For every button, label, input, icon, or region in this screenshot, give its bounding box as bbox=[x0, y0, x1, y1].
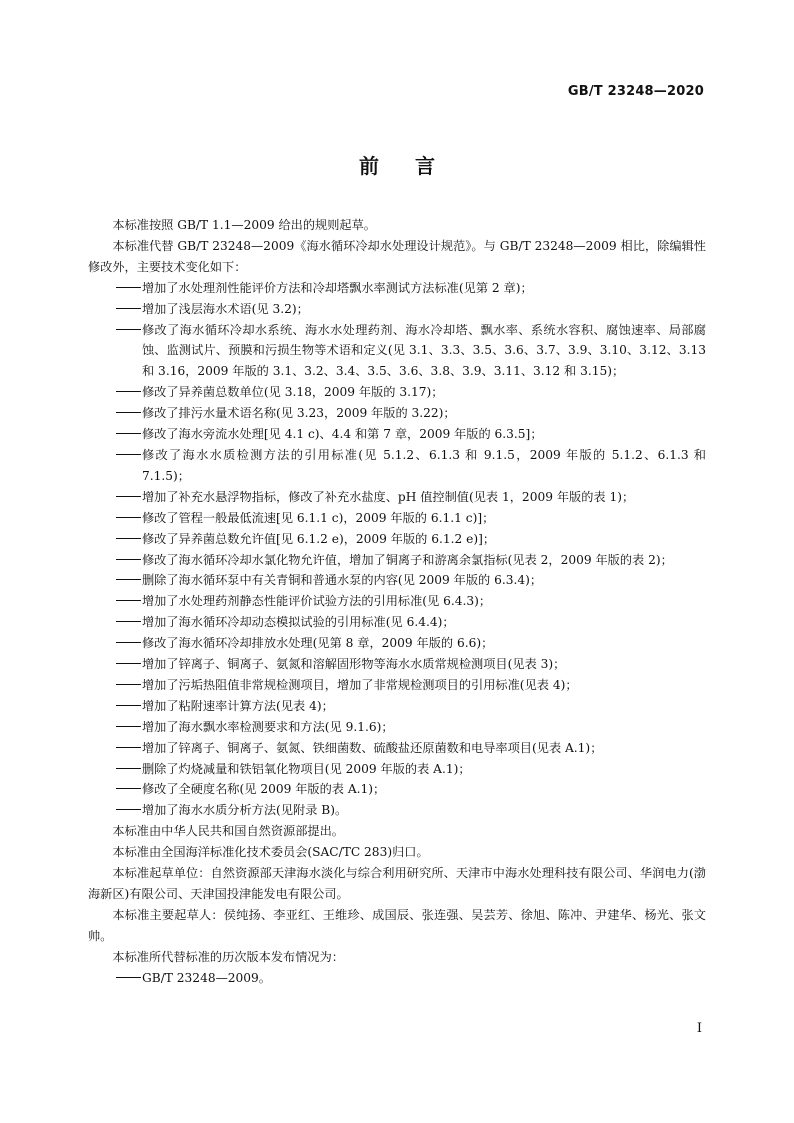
dash-bullet bbox=[88, 278, 142, 299]
list-item-text: 增加了海水飘水率检测要求和方法(见 9.1.6)； bbox=[142, 719, 394, 734]
list-item-text: 修改了海水循环冷却排放水处理(见第 8 章，2009 年版的 6.6)； bbox=[142, 636, 494, 651]
dash-bullet bbox=[88, 717, 142, 738]
list-item bbox=[88, 299, 706, 320]
list-item bbox=[88, 717, 706, 738]
dash-bullet bbox=[88, 570, 142, 591]
list-item-text: 删除了海水循环泵中有关青铜和普通水泵的内容(见 2009 年版的 6.3.4)； bbox=[142, 573, 543, 588]
list-item bbox=[88, 779, 706, 800]
dash-bullet bbox=[88, 487, 142, 508]
dash-bullet bbox=[88, 696, 142, 717]
list-item-text: 增加了海水循环冷却动态模拟试验的引用标准(见 6.4.4)； bbox=[142, 615, 455, 630]
list-item-text: 增加了海水水质分析方法(见附录 B)。 bbox=[142, 803, 348, 818]
paragraph: 本标准代替 GB/T 23248—2009《海水循环冷却水处理设计规范》。与 GB/T 23248—2009 相比，除编辑性修改外，主要技术变化如下： bbox=[88, 238, 706, 274]
page-title: 前言 bbox=[359, 154, 471, 178]
list-item-text: GB/T 23248—2009。 bbox=[142, 970, 271, 985]
list-item bbox=[88, 612, 706, 633]
list-item-text: 修改了海水水质检测方法的引用标准(见 5.1.2、6.1.3 和 9.1.5，2009 年版的 5.1.2、6.1.3 和 7.1.5)； bbox=[142, 447, 706, 483]
dash-bullet bbox=[88, 633, 142, 654]
list-item bbox=[88, 696, 706, 717]
dash-bullet bbox=[88, 445, 142, 487]
dash-bullet bbox=[88, 529, 142, 550]
standard-code: GB/T 23248—2020 bbox=[567, 84, 704, 99]
list-item bbox=[88, 968, 706, 989]
list-item bbox=[88, 424, 706, 445]
list-item-text: 增加了污垢热阻值非常规检测项目，增加了非常规检测项目的引用标准(见表 4)； bbox=[142, 677, 578, 692]
list-item-text: 修改了海水旁流水处理[见 4.1 c)、4.4 和第 7 章，2009 年版的 6.3.5]； bbox=[142, 427, 543, 442]
list-item-text: 修改了排污水量术语名称(见 3.23，2009 年版的 3.22)； bbox=[142, 406, 456, 421]
foreword-body bbox=[88, 215, 706, 989]
list-item bbox=[88, 633, 706, 654]
dash-bullet bbox=[88, 424, 142, 445]
list-item-text: 增加了锌离子、铜离子、氨氮、铁细菌数、硫酸盐还原菌数和电导率项目(见表 A.1)； bbox=[142, 740, 603, 755]
dash-bullet bbox=[88, 800, 142, 821]
list-item bbox=[88, 550, 706, 571]
list-item bbox=[88, 591, 706, 612]
paragraph: 本标准起草单位：自然资源部天津海水淡化与综合利用研究所、天津市中海水处理科技有限公司、华润电力(渤海新区)有限公司、天津国投津能发电有限公司。 bbox=[88, 866, 706, 901]
dash-bullet bbox=[88, 968, 142, 989]
list-item bbox=[88, 445, 706, 487]
paragraph: 本标准由中华人民共和国自然资源部提出。 bbox=[112, 824, 344, 839]
list-item-text: 修改了管程一般最低流速[见 6.1.1 c)，2009 年版的 6.1.1 c)]； bbox=[142, 510, 495, 525]
list-item-text: 增加了补充水悬浮物指标，修改了补充水盐度、pH 值控制值(见表 1，2009 年版的表 1)； bbox=[142, 489, 635, 504]
list-item-text: 增加了粘附速率计算方法(见表 4)； bbox=[142, 698, 334, 713]
list-item-text: 修改了异养菌总数允许值[见 6.1.2 e)，2009 年版的 6.1.2 e)]； bbox=[142, 531, 496, 546]
list-item bbox=[88, 278, 706, 299]
list-item bbox=[88, 654, 706, 675]
list-item-text: 修改了海水循环冷却水系统、海水水处理药剂、海水冷却塔、飘水率、系统水容积、腐蚀速率、局部腐蚀、监测试片、预膜和污损生物等术语和定义(见 3.1、3.3、3.5、3.6、3.7、3.9、3.10、3.12、3.13 和 3.16，2009 年版的 3.1、3.2、3.4、3.5、3.6、3.8、3.9、3.11、3.12 和 3.15)； bbox=[142, 322, 706, 379]
paragraph: 本标准按照 GB/T 1.1—2009 给出的规则起草。 bbox=[112, 218, 376, 232]
dash-bullet bbox=[88, 299, 142, 320]
dash-bullet bbox=[88, 591, 142, 612]
list-item-text: 增加了浅层海水术语(见 3.2)； bbox=[142, 301, 309, 316]
page-number: I bbox=[696, 1021, 702, 1036]
dash-bullet bbox=[88, 550, 142, 571]
list-item bbox=[88, 570, 706, 591]
dash-bullet bbox=[88, 403, 142, 424]
list-item-text: 删除了灼烧减量和铁铝氧化物项目(见 2009 年版的表 A.1)； bbox=[142, 761, 471, 776]
list-item bbox=[88, 675, 706, 696]
dash-bullet bbox=[88, 759, 142, 780]
list-item bbox=[88, 800, 706, 821]
list-item-text: 修改了海水循环冷却水氯化物允许值，增加了铜离子和游离余氯指标(见表 2，2009 年版的表 2)； bbox=[142, 552, 673, 567]
list-item-text: 增加了水处理药剂静态性能评价试验方法的引用标准(见 6.4.3)； bbox=[142, 594, 492, 609]
dash-bullet bbox=[88, 382, 142, 403]
dash-bullet bbox=[88, 779, 142, 800]
list-item-text: 增加了锌离子、铜离子、氨氮和溶解固形物等海水水质常规检测项目(见表 3)； bbox=[142, 657, 566, 672]
paragraph: 本标准主要起草人：侯纯扬、李亚红、王维珍、成国辰、张连强、吴芸芳、徐旭、陈冲、尹建华、杨光、张文帅。 bbox=[88, 907, 706, 943]
dash-bullet bbox=[88, 612, 142, 633]
list-item bbox=[88, 738, 706, 759]
list-item-text: 修改了异养菌总数单位(见 3.18，2009 年版的 3.17)； bbox=[142, 385, 444, 400]
dash-bullet bbox=[88, 320, 142, 383]
paragraph: 本标准由全国海洋标准化技术委员会(SAC/TC 283)归口。 bbox=[112, 845, 429, 860]
list-item bbox=[88, 759, 706, 780]
list-item bbox=[88, 320, 706, 383]
list-item-text: 修改了全硬度名称(见 2009 年版的表 A.1)； bbox=[142, 782, 386, 797]
dash-bullet bbox=[88, 654, 142, 675]
list-item bbox=[88, 508, 706, 529]
dash-bullet bbox=[88, 738, 142, 759]
dash-bullet bbox=[88, 508, 142, 529]
list-item-text: 增加了水处理剂性能评价方法和冷却塔飘水率测试方法标准(见第 2 章)； bbox=[142, 280, 533, 295]
dash-bullet bbox=[88, 675, 142, 696]
list-item bbox=[88, 529, 706, 550]
list-item bbox=[88, 403, 706, 424]
list-item bbox=[88, 382, 706, 403]
paragraph: 本标准所代替标准的历次版本发布情况为： bbox=[112, 949, 344, 964]
list-item bbox=[88, 487, 706, 508]
